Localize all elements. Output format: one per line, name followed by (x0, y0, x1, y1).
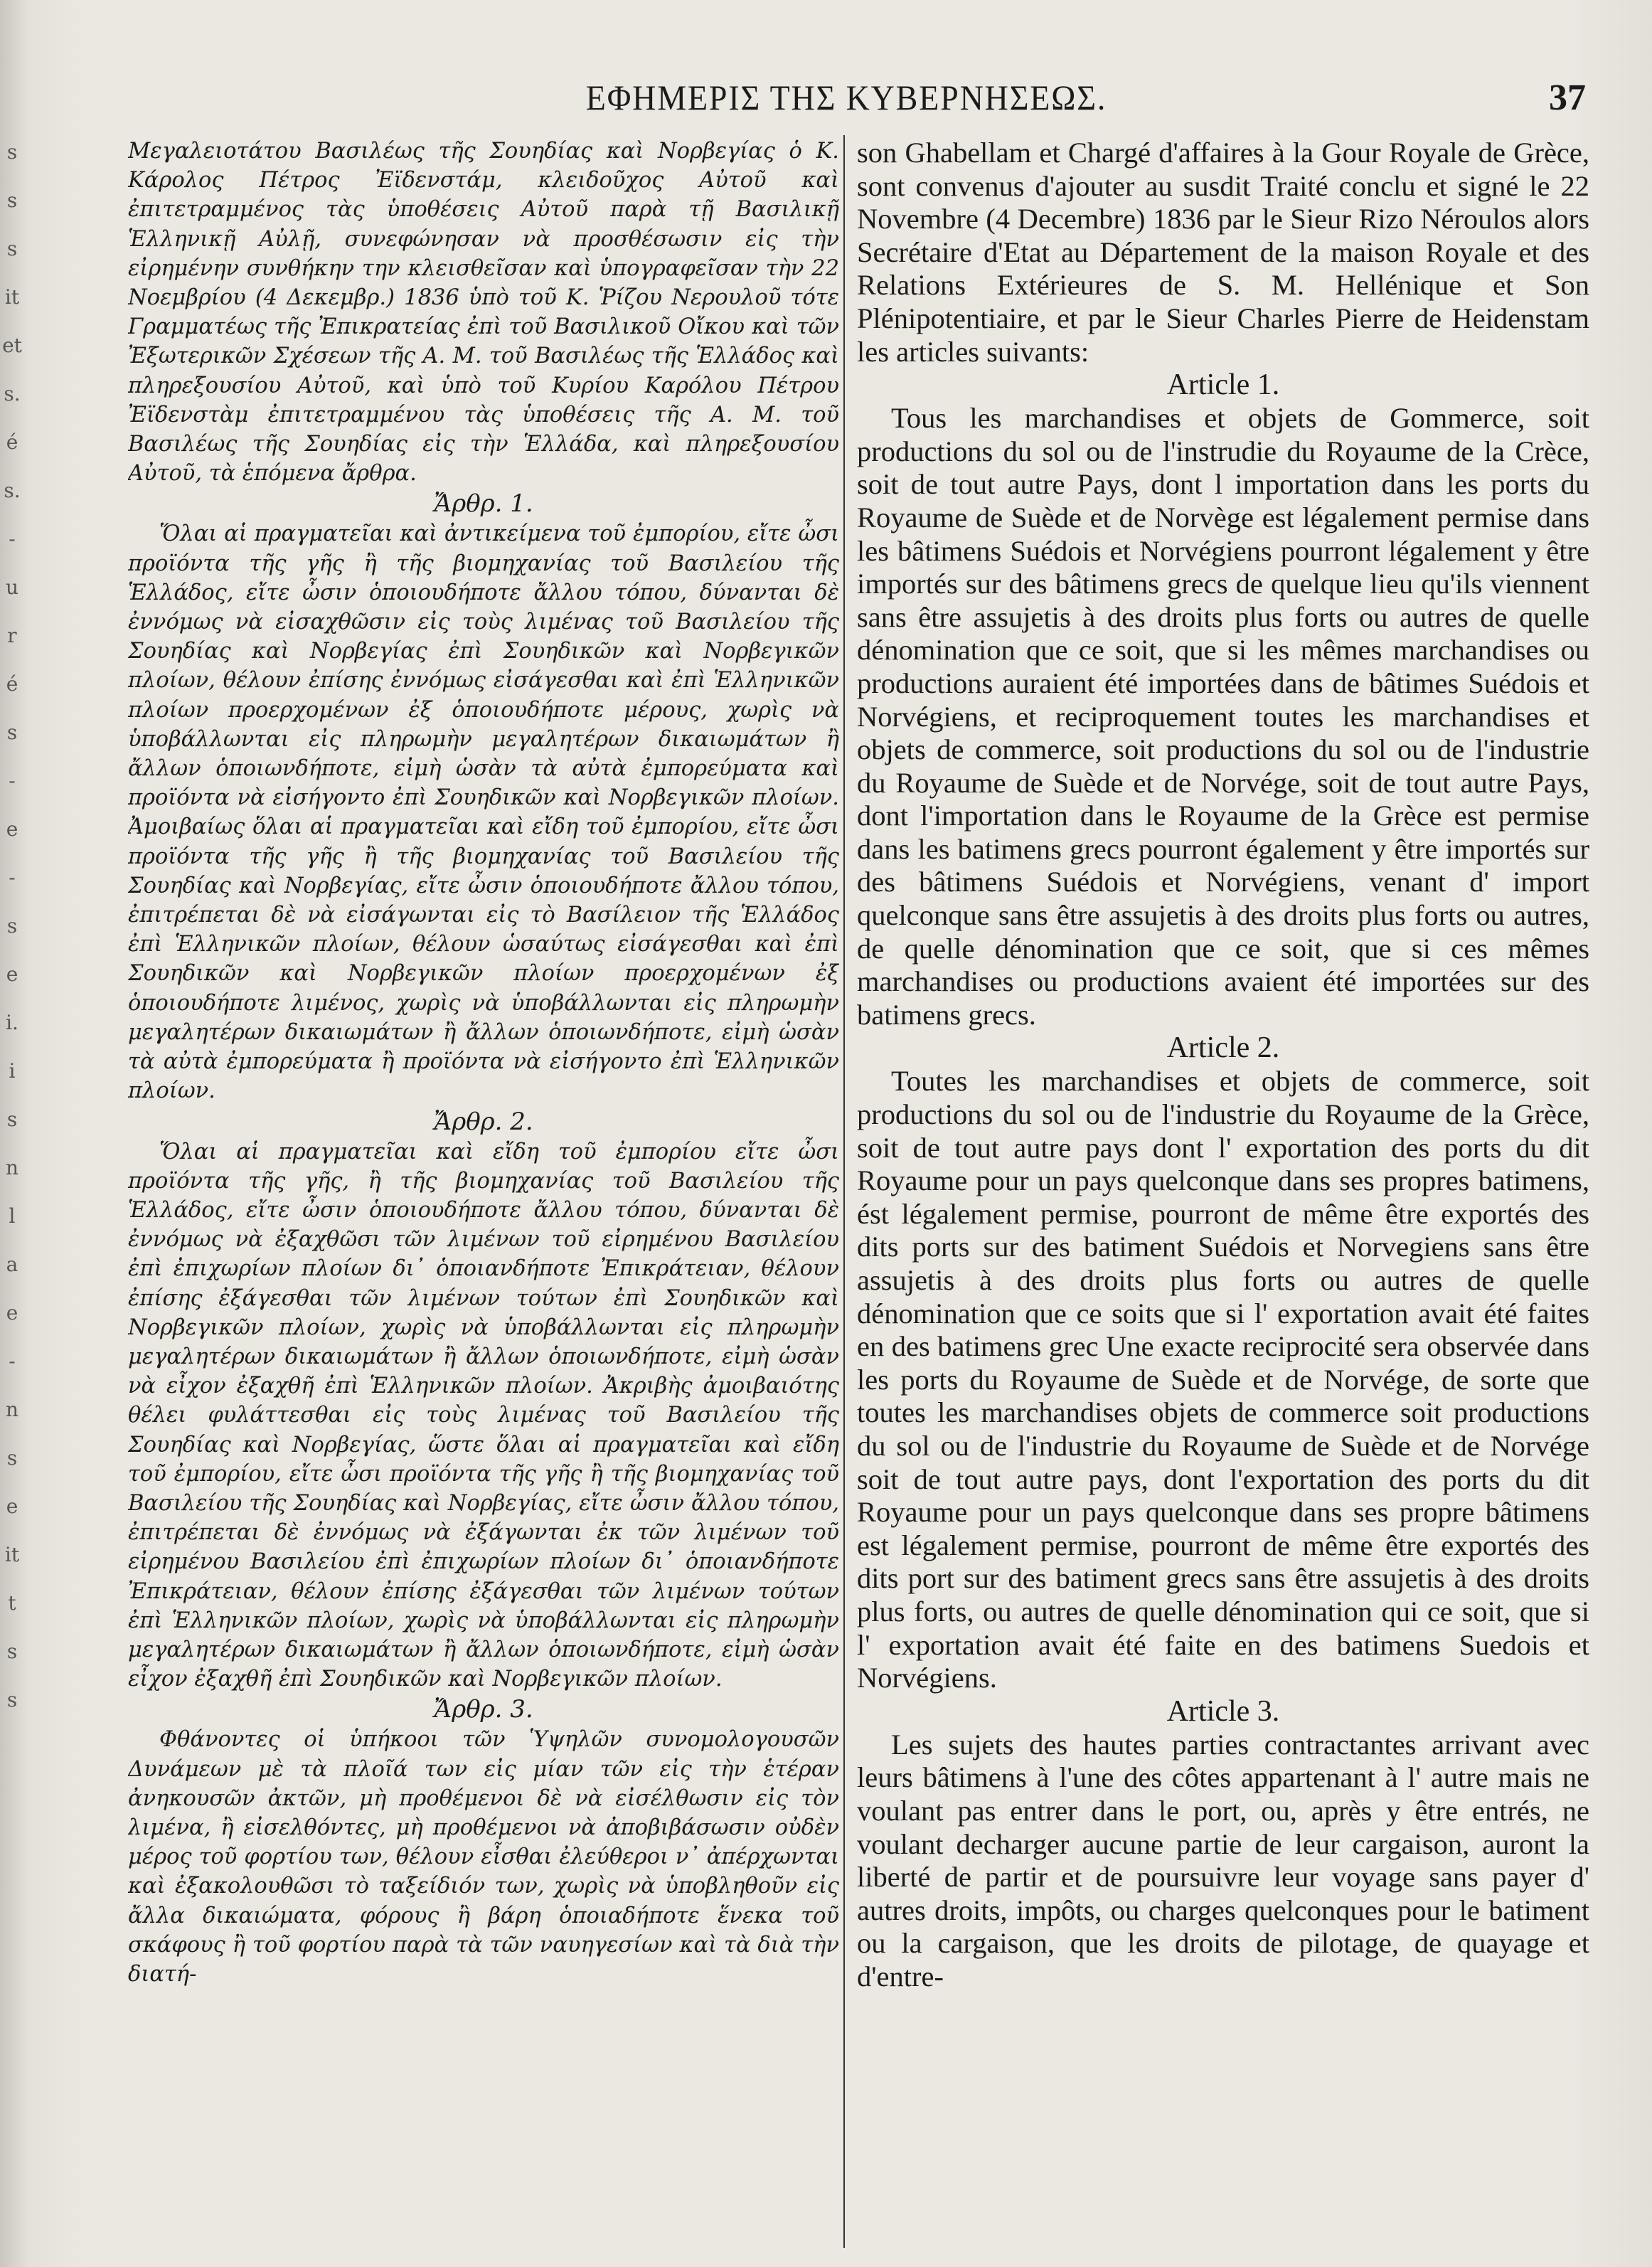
edge-fragment: s (6, 721, 18, 744)
column-divider (843, 135, 845, 2248)
edge-fragment: it (4, 1543, 20, 1566)
greek-article-2-heading: Ἄρθρ. 2. (434, 1107, 533, 1136)
french-article-2-text: Toutes les marchandises et objets de commerce, soit productions du sol ou de l'industrie du Royaume de la Grèce, soit de tout autre pays dont l' exportation des ports du dit Royaume pour un pays quelconque dans ses propres batimens, ést légalement permise, pourront de même être exportés des dits ports sur des batiment Suédois et Norvegiens sans être assujetis à des droits plus forts ou autres de quelle dénomination que ce soits que si l' exportation avait été faites en des batimens grec Une exacte reciprocité sera observée dans les ports du Royaume de Suède et de Norvége, de sorte que toutes les marchandises objets de commerce soit productions du sol ou de l'industrie du Royaume de Suède et de Norvége soit de tout autre pays, dont l'exportation des ports du dit Royaume pour un pays quelconque dans ses propre bâtimens est légalement permise, pourront de même être exportés des dits port sur des batiment grecs sans être assujetis à des droits plus forts, ou autres de quelle dénomination qui ce soit, que si l' exportation avait été faite en des batimens Suedois et Norvégiens. (857, 1065, 1589, 1694)
edge-fragment: s (6, 1640, 18, 1663)
edge-fragment: s (6, 1446, 18, 1470)
french-article-3-text: Les sujets des hautes parties contractantes arrivant avec leurs bâtimens à l'une des côtes appartenant à l' autre mais ne voulant pas entrer dans le port, ou, après y être entrés, ne voulant decharger aucune partie de leur cargaison, auront la liberté de partir et de poursuivre leur voyage sans payer d' autres droits, impôts, ou charges quelconques pour le batiment ou la cargaison, que les droits de pilotage, de quayage et d'entre- (857, 1728, 1589, 1992)
french-intro-paragraph: son Ghabellam et Chargé d'affaires à la Gour Royale de Grèce, sont convenus d'ajouter au susdit Traité conclu et signé le 22 Novembre (4 Decembre) 1836 par le Sieur Rizo Néroulos alors Secrétaire d'Etat au Département de la maison Royale et des Relations Extérieures de S. M. Hellénique et Son Plénipotentiaire, et par le Sieur Charles Pierre de Heidenstam les articles suivants: (857, 137, 1589, 368)
french-article-2-heading: Article 2. (1166, 1031, 1280, 1065)
page-header (107, 77, 1586, 120)
french-article-3-heading: Article 3. (1166, 1694, 1280, 1728)
edge-fragment: - (9, 527, 16, 551)
edge-fragment: é (6, 430, 18, 454)
edge-fragment: s (6, 1688, 18, 1711)
edge-fragment: u (5, 575, 19, 599)
edge-fragment: et (2, 334, 22, 357)
edge-fragment: s (6, 1108, 18, 1131)
greek-column (128, 137, 839, 2263)
edge-fragment: s (6, 189, 18, 212)
edge-fragment: i. (6, 1011, 18, 1034)
greek-article-1-heading: Ἄρθρ. 1. (434, 489, 533, 519)
greek-article-3-text: Φθάνοντες οἱ ὑπήκοοι τῶν Ὑψηλῶν συνομολογουσῶν Δυνάμεων μὲ τὰ πλοῖά των εἰς μίαν τῶν εἰς τὴν ἑτέραν ἀνηκουσῶν ἀκτῶν, μὴ προθέμενοι δὲ νὰ εἰσέλθωσιν εἰς τὸν λιμένα, ἢ εἰσελθόντες, μὴ προθέμενοι νὰ ἀποβιβάσωσιν οὐδὲν μέρος τοῦ φορτίου των, θέλουν εἶσθαι ἐλεύθεροι ν᾽ ἀπέρχωνται καὶ ἐξακολουθῶσι τὸ ταξείδιόν των, χωρὶς νὰ ὑποβληθοῦν εἰς ἄλλα δικαιώματα, φόρους ἢ βάρη ὁποιαδήποτε ἕνεκα τοῦ σκάφους ἢ τοῦ φορτίου παρὰ τὰ τῶν ναυηγεσίων καὶ τὰ διὰ τὴν διατή- (128, 1727, 839, 1987)
edge-fragment: - (9, 1349, 16, 1373)
french-column (857, 137, 1589, 2263)
edge-fragment: e (6, 962, 18, 986)
edge-fragment: s (6, 914, 18, 938)
edge-fragment: s (6, 237, 18, 260)
edge-fragment: é (6, 672, 18, 696)
edge-fragment: s. (4, 479, 21, 502)
gazette-title: ΕΦΗΜΕΡΙΣ ΤΗΣ ΚΥΒΕΡΝΗΣΕΩΣ. (585, 78, 1107, 117)
french-article-1-heading: Article 1. (1166, 368, 1280, 402)
edge-fragment: n (5, 1398, 19, 1421)
edge-fragment: - (9, 866, 16, 889)
edge-fragment: l (9, 1204, 16, 1228)
greek-article-3-heading: Ἄρθρ. 3. (434, 1695, 533, 1724)
edge-fragment: e (6, 1494, 18, 1518)
edge-fragment: s. (4, 382, 21, 405)
edge-fragment: s (6, 140, 18, 164)
greek-intro-paragraph: Μεγαλειοτάτου Βασιλέως τῆς Σουηδίας καὶ Νορβεγίας ὁ Κ. Κάρολος Πέτρος Ἐϊδενστάμ, κλειδοῦχος Αὐτοῦ καὶ ἐπιτετραμμένος τὰς ὑποθέσεις Αὐτοῦ παρὰ τῇ Βασιλικῇ Ἑλληνικῇ Αὐλῇ, συνεφώνησαν νὰ προσθέσωσιν εἰς τὴν εἰρημένην συνθήκην την κλεισθεῖσαν καὶ ὑπογραφεῖσαν τὴν 22 Νοεμβρίου (4 Δεκεμβρ.) 1836 ὑπὸ τοῦ Κ. Ῥίζου Νερουλοῦ τότε Γραμματέως τῆς Ἐπικρατείας ἐπὶ τοῦ Βασιλικοῦ Οἴκου καὶ τῶν Ἐξωτερικῶν Σχέσεων τῆς Α. Μ. τοῦ Βασιλέως τῆς Ἑλλάδος καὶ πληρεξουσίου Αὐτοῦ, καὶ ὑπὸ τοῦ Κυρίου Καρόλου Πέτρου Ἐϊδενστὰμ ἐπιτετραμμένου τὰς ὑποθέσεις τῆς Α. Μ. τοῦ Βασιλέως τῆς Σουηδίας εἰς τὴν Ἑλλάδα, καὶ πληρεξουσίου Αὐτοῦ, τὰ ἑπόμενα ἄρθρα. (128, 139, 839, 487)
adjacent-page-edge (0, 128, 24, 1977)
greek-article-1-text: Ὅλαι αἱ πραγματεῖαι καὶ ἀντικείμενα τοῦ ἐμπορίου, εἴτε ὦσι προϊόντα τῆς γῆς ἢ τῆς βιομηχανίας τοῦ Βασιλείου τῆς Ἑλλάδος, εἴτε ὦσιν ὁποιουδήποτε ἄλλου τόπου, δύνανται δὲ ἐννόμως νὰ εἰσαχθῶσιν εἰς τοὺς λιμένας τοῦ Βασιλείου τῆς Σουηδίας καὶ Νορβεγίας ἐπὶ Σουηδικῶν καὶ Νορβεγικῶν πλοίων, θέλουν ἐπίσης ἐννόμως εἰσάγεσθαι καὶ ἐπὶ Ἑλληνικῶν πλοίων προερχομένων ἐξ ὁποιουδήποτε μέρους, χωρὶς νὰ ὑποβάλλωνται εἰς πληρωμὴν μεγαλητέρων δικαιωμάτων ἢ ἄλλων ὁποιωνδήποτε, εἰμὴ ὡσὰν τὰ αὐτὰ ἐμπορεύματα καὶ προϊόντα νὰ εἰσήγοντο ἐπὶ Σουηδικῶν καὶ Νορβεγικῶν πλοίων. Ἀμοιβαίως ὅλαι αἱ πραγματεῖαι καὶ εἴδη τοῦ ἐμπορίου, εἴτε ὦσι προϊόντα τῆς γῆς ἢ τῆς βιομηχανίας τοῦ Βασιλείου τῆς Σουηδίας καὶ Νορβεγίας, εἴτε ὦσιν ὁποιουδήποτε ἄλλου τόπου, ἐπιτρέπεται δὲ νὰ εἰσάγωνται εἰς τὸ Βασίλειον τῆς Ἑλλάδος ἐπὶ Ἑλληνικῶν πλοίων, θέλουν ὡσαύτως εἰσάγεσθαι καὶ ἐπὶ Σουηδικῶν καὶ Νορβεγικῶν πλοίων προερχομένων ἐξ ὁποιουδήποτε λιμένος, χωρὶς νὰ ὑποβάλλωνται εἰς πληρωμὴν μεγαλητέρων δικαιωμάτων ἢ ἄλλων ὁποιωνδήποτε, εἰμὴ ὡσὰν τὰ αὐτὰ ἐμπορεύματα ἢ προϊόντα νὰ εἰσήγοντο ἐπὶ Ἑλληνικῶν πλοίων. (128, 521, 839, 1104)
edge-fragment: e (6, 817, 18, 841)
edge-fragment: i (9, 1059, 16, 1083)
edge-fragment: n (5, 1156, 19, 1179)
page-number: 37 (1549, 78, 1586, 118)
edge-fragment: it (4, 285, 20, 309)
edge-fragment: - (9, 769, 16, 792)
edge-fragment: r (7, 624, 17, 647)
edge-fragment: t (8, 1591, 16, 1615)
greek-article-2-text: Ὅλαι αἱ πραγματεῖαι καὶ εἴδη τοῦ ἐμπορίου εἴτε ὦσι προϊόντα τῆς γῆς, ἢ τῆς βιομηχανίας τοῦ Βασιλείου τῆς Ἑλλάδος, εἴτε ὦσιν ὁποιουδήποτε ἄλλου τόπου, δύνανται δὲ ἐννόμως νὰ ἐξαχθῶσι τῶν λιμένων τοῦ εἰρημένου Βασιλείου ἐπὶ ἐπιχωρίων πλοίων δι᾽ ὁποιανδήποτε Ἐπικράτειαν, θέλουν ἐπίσης ἐξάγεσθαι τῶν λιμένων τούτων ἐπὶ Σουηδικῶν καὶ Νορβεγικῶν πλοίων, χωρὶς νὰ ὑποβάλλωνται εἰς πληρωμὴν μεγαλητέρων δικαιωμάτων ἢ ἄλλων ὁποιωνδήποτε, εἰμὴ ὡσὰν νὰ εἶχον ἐξαχθῆ ἐπὶ Ἑλληνικῶν πλοίων. Ἀκριβὴς ἀμοιβαιότης θέλει φυλάττεσθαι εἰς τοὺς λιμένας τοῦ Βασιλείου τῆς Σουηδίας καὶ Νορβεγίας, ὥστε ὅλαι αἱ πραγματεῖαι καὶ εἴδη τοῦ ἐμπορίου, εἴτε ὦσι προϊόντα τῆς γῆς ἢ τῆς βιομηχανίας τοῦ Βασιλείου τῆς Σουηδίας καὶ Νορβεγίας, εἴτε ὦσιν ἄλλου τόπου, ἐπιτρέπεται δὲ ἐννόμως νὰ ἐξάγωνται ἐκ τῶν λιμένων τοῦ εἰρημένου Βασιλείου ἐπὶ ἐπιχωρίων πλοίων δι᾽ ὁποιανδήποτε Ἐπικράτειαν, θέλουν ἐπίσης ἐξάγεσθαι τῶν λιμένων τούτων ἐπὶ Ἑλληνικῶν πλοίων, χωρὶς νὰ ὑποβάλλωνται εἰς πληρωμὴν μεγαλητέρων δικαιωμάτων ἢ ἄλλων ὁποιωνδήποτε, εἰμὴ ὡσὰν εἶχον ἐξαχθῆ ἐπὶ Σουηδικῶν καὶ Νορβεγικῶν πλοίων. (128, 1139, 839, 1692)
edge-fragment: a (6, 1253, 18, 1276)
french-article-1-text: Tous les marchandises et objets de Gommerce, soit productions du sol ou de l'instrudie du Royaume de la Crèce, soit de tout autre Pays, dont l importation dans les ports du Royaume de Suède et de Norvège est légalement permise dans les bâtimens Suédois et Norvégiens pourront légalement y être importés sur des bâtimens grecs de quelque lieu qu'ils viennent sans être assujetis à des droits plus forts ou autres de quelle dénomination que ce soit, que si les mêmes marchandises ou productions auraient été importées dans de bâtimes Suédois et Norvégiens, et reciproquement toutes les marchandises et objets de commerce, soit productions du sol ou de l'industrie du Royaume de Suède et de Norvége, soit de tout autre Pays, dont l'importation dans le Royaume de la Grèce est permise dans les batimens grecs pourront également y être importés sur des bâtimens Suédois et Norvégiens, venant d' import quelconque sans être assujetis à des droits plus forts ou autres, de quelle dénomination que ce soit, que si ces mêmes marchandises ou productions avaient été importées sur des batimens grecs. (857, 402, 1589, 1031)
edge-fragment: e (6, 1301, 18, 1324)
